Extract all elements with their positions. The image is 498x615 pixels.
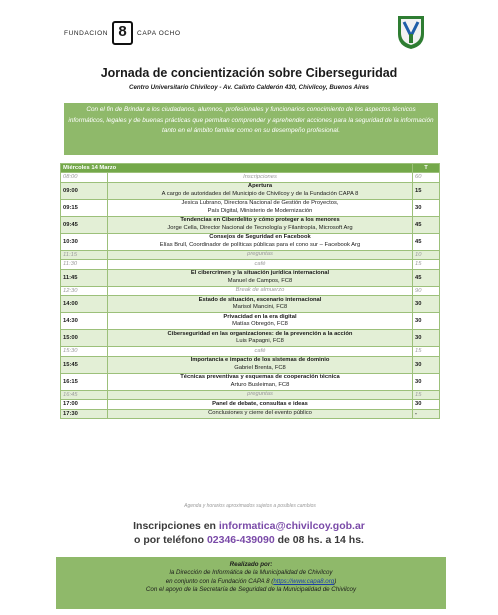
registration-info — [0, 519, 498, 547]
agenda-session-title: Inscripciones — [243, 173, 277, 180]
agenda-description — [108, 313, 413, 330]
agenda-break-row — [61, 347, 440, 357]
agenda-duration: 15 — [413, 347, 440, 357]
agenda-time: 14:30 — [61, 313, 108, 330]
agenda-session-title: café — [254, 260, 266, 267]
agenda-speaker: País Digital, Ministerio de Modernización — [207, 207, 313, 214]
agenda-description — [108, 373, 413, 390]
agenda-row — [61, 330, 440, 347]
agenda-description — [108, 347, 413, 357]
municipality-shield-icon — [396, 14, 426, 50]
agenda-duration: 45 — [413, 216, 440, 233]
agenda-time: 11:45 — [61, 269, 108, 286]
agenda-speaker: Marisol Mancini, FC8 — [232, 304, 288, 310]
agenda-time: 09:15 — [61, 199, 108, 216]
agenda-duration: 10 — [413, 250, 440, 260]
agenda-duration: 30 — [413, 199, 440, 216]
agenda-description — [108, 409, 413, 419]
agenda-session-title: Conclusiones y cierre del evento público — [208, 410, 312, 416]
agenda-description — [108, 233, 413, 250]
agenda-row — [61, 296, 440, 313]
agenda-duration: 30 — [413, 400, 440, 410]
registration-email-link[interactable]: informatica@chivilcoy.gob.ar — [218, 520, 365, 532]
header — [0, 0, 498, 66]
agenda-row — [61, 356, 440, 373]
phone-prefix: o por teléfono — [134, 534, 207, 546]
agenda-description — [108, 182, 413, 199]
agenda-row — [61, 216, 440, 233]
agenda-time: 15:45 — [61, 356, 108, 373]
agenda-row — [61, 233, 440, 250]
fundacion-capa-ocho-logo — [64, 22, 194, 44]
agenda-session-title: Estado de situación, escenario internacional — [198, 296, 322, 303]
agenda-row — [61, 313, 440, 330]
registration-prefix: Inscripciones en — [133, 520, 219, 532]
page-title: Jornada de concientización sobre Ciberseguridad — [100, 66, 398, 80]
agenda-duration: 30 — [413, 356, 440, 373]
agenda-speaker: Jorge Cella, Director Nacional de Tecnología y Filantropía, Microsoft Arg — [167, 224, 353, 231]
agenda-duration: 45 — [413, 233, 440, 250]
agenda-session-title: Jesica Lubrano, Directora Nacional de Gestión de Proyectos, — [181, 200, 339, 206]
agenda-time: 14:00 — [61, 296, 108, 313]
agenda-break-row — [61, 390, 440, 400]
registration-phone: 02346-439090 — [206, 534, 275, 546]
agenda-row — [61, 373, 440, 390]
registration-line-1 — [0, 519, 498, 533]
agenda-description — [108, 400, 413, 410]
agenda-time: 17:30 — [61, 409, 108, 419]
agenda-duration: - — [413, 409, 440, 419]
logo-eight-mark: 8 — [112, 21, 133, 45]
agenda-description — [108, 250, 413, 260]
agenda-day: Miércoles 14 Marzo — [61, 164, 413, 173]
agenda-time: 11:30 — [61, 260, 108, 270]
agenda-duration: 30 — [413, 296, 440, 313]
agenda-description — [108, 269, 413, 286]
duration-header: T — [413, 164, 440, 173]
agenda-time: 11:15 — [61, 250, 108, 260]
agenda-time: 16:15 — [61, 373, 108, 390]
agenda-duration: 15 — [413, 182, 440, 199]
logo-text-left: FUNDACION — [64, 29, 109, 37]
agenda-time: 09:45 — [61, 216, 108, 233]
agenda-session-title: El cibercrimen y la situación jurídica internacional — [190, 270, 330, 276]
agenda-description — [108, 296, 413, 313]
phone-hours: de 08 hs. a 14 hs. — [274, 534, 364, 546]
agenda-row — [61, 269, 440, 286]
agenda-speaker: Gabriel Brenta, FC8 — [234, 364, 286, 371]
agenda-session-title: Apertura — [247, 183, 273, 189]
agenda-description — [108, 173, 413, 183]
agenda-speaker: Manuel de Campos, FC8 — [227, 277, 293, 284]
agenda-description — [108, 286, 413, 296]
agenda-table — [60, 163, 440, 419]
agenda-session-title: café — [254, 347, 266, 354]
agenda-session-title: preguntas — [247, 251, 273, 257]
agenda-row — [61, 409, 440, 419]
agenda-duration: 90 — [413, 286, 440, 296]
agenda-duration: 45 — [413, 269, 440, 286]
footer-line-2-suffix: ) — [334, 577, 337, 585]
footer-heading: Realizado por: — [229, 561, 273, 568]
agenda-break-row — [61, 250, 440, 260]
agenda-description — [108, 216, 413, 233]
agenda-session-title: Técnicas preventivas y esquemas de cooperación técnica — [180, 374, 340, 380]
agenda-speaker: Matías Obregón, FC8 — [232, 321, 288, 327]
agenda-session-title: Ciberseguridad en las organizaciones: de la prevención a la acción — [167, 330, 353, 337]
agenda-description — [108, 390, 413, 400]
agenda-row — [61, 182, 440, 199]
capa8-website-link[interactable]: https://www.capa8.org — [273, 577, 335, 585]
agenda-speaker: Luis Papagni, FC8 — [236, 338, 284, 344]
agenda-session-title: Privacidad en la era digital — [223, 313, 297, 320]
agenda-speaker: Arturo Busleiman, FC8 — [230, 381, 290, 388]
registration-line-2 — [0, 533, 498, 547]
agenda-description — [108, 199, 413, 216]
agenda-duration: 30 — [413, 330, 440, 347]
agenda-time: 12:30 — [61, 286, 108, 296]
agenda-time: 10:30 — [61, 233, 108, 250]
agenda-break-row — [61, 286, 440, 296]
footer-line-2-prefix: en conjunto con la Fundación CAPA 8 ( — [165, 577, 274, 585]
agenda-speaker: Elías Brull, Coordinador de políticas públicas para el cono sur – Facebook Arg — [159, 241, 361, 248]
agenda-row — [61, 400, 440, 410]
agenda-description — [108, 330, 413, 347]
agenda-header-row — [61, 164, 440, 173]
agenda-row — [61, 199, 440, 216]
agenda-time: 15:00 — [61, 330, 108, 347]
agenda-duration: 60 — [413, 173, 440, 183]
footer-line-3: Con el apoyo de la Secretaría de Seguridad de la Municipalidad de Chivilcoy — [145, 586, 357, 594]
agenda-time: 08:00 — [61, 173, 108, 183]
footer-credits — [56, 557, 446, 609]
agenda-session-title: Break de almuerzo — [235, 287, 285, 293]
agenda-session-title: Importancia e impacto de los sistemas de dominio — [190, 357, 330, 363]
agenda-break-row — [61, 173, 440, 183]
agenda-session-title: Consejos de Seguridad en Facebook — [209, 234, 311, 240]
footer-line-1: la Dirección de Informática de la Municipalidad de Chivilcoy — [169, 569, 333, 577]
venue-subtitle: Centro Universitario Chivilcoy - Av. Calixto Calderón 430, Chivilcoy, Buenos Aires — [128, 84, 369, 91]
agenda-note: Agenda y horarios aproximados sujetos a posibles cambios — [184, 503, 316, 509]
agenda-duration: 15 — [413, 260, 440, 270]
agenda-session-title: Tendencias en Ciberdelito y cómo proteger a los menores — [180, 217, 340, 223]
agenda-time: 17:00 — [61, 400, 108, 410]
agenda-duration: 30 — [413, 373, 440, 390]
agenda-session-title: preguntas — [247, 391, 273, 397]
agenda-description — [108, 356, 413, 373]
agenda-time: 15:30 — [61, 347, 108, 357]
agenda-break-row — [61, 260, 440, 270]
intro-paragraph: Con el fin de Brindar a los ciudadanos, alumnos, profesionales y funcionarios conocimiento de los aspectos técnicos informáticos, legales y de buenas prácticas que permitan comprender y aprehender acciones para la seguridad de la información tanto en el ámbito familiar como en su desempeño profesional. — [64, 103, 438, 155]
agenda-description — [108, 260, 413, 270]
agenda-session-title: Panel de debate, consultas e ideas — [212, 400, 308, 407]
agenda-time: 09:00 — [61, 182, 108, 199]
agenda-time: 16:45 — [61, 390, 108, 400]
footer-line-2 — [56, 578, 446, 586]
agenda-duration: 15 — [413, 390, 440, 400]
agenda-duration: 30 — [413, 313, 440, 330]
logo-text-right: CAPA OCHO — [137, 29, 181, 37]
agenda-speaker: A cargo de autoridades del Municipio de Chivilcoy y de la Fundación CAPA 8 — [161, 190, 359, 197]
